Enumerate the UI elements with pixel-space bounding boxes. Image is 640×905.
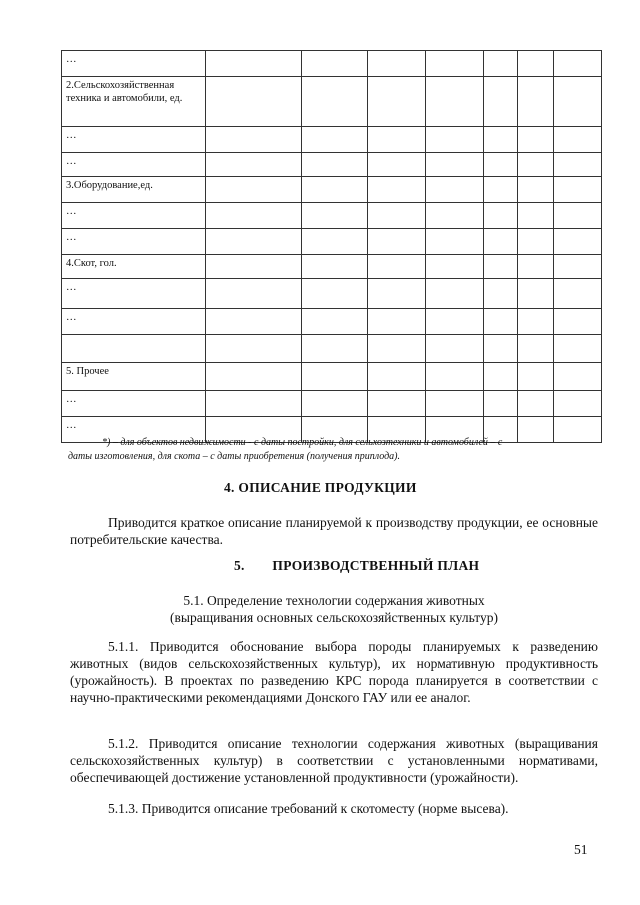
- table-cell-label: 3.Оборудование,ед.: [62, 177, 206, 203]
- table-cell-label: …: [62, 391, 206, 417]
- table-cell: [554, 229, 602, 255]
- table-cell: [302, 127, 368, 153]
- table-cell: [484, 153, 518, 177]
- table-cell-label: …: [62, 309, 206, 335]
- table-cell: [302, 77, 368, 127]
- table-cell-label: 5. Прочее: [62, 363, 206, 391]
- table-cell: [206, 77, 302, 127]
- table-cell: [206, 391, 302, 417]
- table-cell: [554, 177, 602, 203]
- table-cell: [368, 77, 426, 127]
- table-cell: [368, 177, 426, 203]
- table-cell: [426, 177, 484, 203]
- table-row: [62, 127, 602, 153]
- table-cell: [518, 229, 554, 255]
- table-cell: [554, 255, 602, 279]
- table-cell: [554, 391, 602, 417]
- table-cell: [206, 279, 302, 309]
- table-cell-label: …: [62, 417, 206, 443]
- table-cell-label: 2.Сельскохозяйственная техника и автомобили, ед.: [62, 77, 206, 127]
- table-cell: [426, 363, 484, 391]
- table-cell: [484, 255, 518, 279]
- table-row: [62, 153, 602, 177]
- section-5-title: ПРОИЗВОДСТВЕННЫЙ ПЛАН: [272, 558, 480, 573]
- table-cell: [484, 363, 518, 391]
- table-cell: [554, 77, 602, 127]
- table-cell: [426, 153, 484, 177]
- section-5-heading: [234, 558, 479, 574]
- table-cell-label: …: [62, 279, 206, 309]
- table-cell: [554, 51, 602, 77]
- table-cell: [368, 391, 426, 417]
- subsection-5-1-title-line-2: (выращивания основных сельскохозяйственных культур): [170, 610, 498, 625]
- table-cell: [302, 229, 368, 255]
- table-cell-label: …: [62, 153, 206, 177]
- table-cell: [554, 363, 602, 391]
- table-cell: [302, 279, 368, 309]
- table-cell: [484, 279, 518, 309]
- table-cell: [206, 127, 302, 153]
- table-cell: [426, 309, 484, 335]
- table-cell: [368, 127, 426, 153]
- table-cell: [518, 363, 554, 391]
- table-cell: [518, 127, 554, 153]
- table-cell: [368, 203, 426, 229]
- table-row: [62, 77, 602, 127]
- table-row: [62, 51, 602, 77]
- table-cell: [206, 51, 302, 77]
- table-cell: [206, 335, 302, 363]
- table-cell: [518, 309, 554, 335]
- table-cell: [554, 309, 602, 335]
- section-4-heading: 4. ОПИСАНИЕ ПРОДУКЦИИ: [224, 480, 417, 495]
- table-cell: [426, 77, 484, 127]
- table-cell: [302, 177, 368, 203]
- table-cell: [302, 391, 368, 417]
- table-cell: [484, 203, 518, 229]
- table-cell: [426, 255, 484, 279]
- table-cell: [302, 51, 368, 77]
- table-row: [62, 279, 602, 309]
- table-cell: [518, 335, 554, 363]
- footnote-line-2: даты изготовления, для скота – с даты приобретения (получения приплода).: [68, 451, 400, 462]
- table-row: [62, 391, 602, 417]
- table-cell-label: …: [62, 127, 206, 153]
- table-cell: [554, 279, 602, 309]
- table-cell: [484, 229, 518, 255]
- table-cell: [206, 255, 302, 279]
- table-cell: [518, 255, 554, 279]
- table-cell-label: …: [62, 203, 206, 229]
- table-cell: [302, 153, 368, 177]
- table-cell: [206, 177, 302, 203]
- section-5-number: 5.: [234, 558, 245, 573]
- table-cell: [206, 363, 302, 391]
- table-row: [62, 255, 602, 279]
- table-cell: [518, 203, 554, 229]
- table-cell: [484, 127, 518, 153]
- table-cell: [368, 153, 426, 177]
- table-cell: [368, 255, 426, 279]
- footnote-line-1: *) – для объектов недвижимости - с даты постройки, для сельхозтехники и автомобилей – с: [102, 437, 503, 448]
- table-cell: [206, 229, 302, 255]
- table-cell: [554, 203, 602, 229]
- table-cell: [484, 309, 518, 335]
- table-cell: [426, 391, 484, 417]
- table-cell-label: 4.Скот, гол.: [62, 255, 206, 279]
- table-cell: [554, 153, 602, 177]
- table-cell: [302, 335, 368, 363]
- table-cell: [302, 255, 368, 279]
- page-number: 51: [574, 842, 588, 857]
- table-footnote: [68, 436, 598, 464]
- table-cell: [518, 177, 554, 203]
- table-cell: [484, 77, 518, 127]
- table-cell: [206, 203, 302, 229]
- section-4-text: Приводится краткое описание планируемой к производству продукции, ее основные потребительские качества.: [70, 515, 598, 547]
- table-cell: [518, 77, 554, 127]
- table-cell: [484, 51, 518, 77]
- table-cell: [518, 391, 554, 417]
- table-cell: [302, 363, 368, 391]
- table-cell: [484, 391, 518, 417]
- assets-table: [61, 50, 602, 443]
- table-cell: [484, 335, 518, 363]
- table-cell: [554, 335, 602, 363]
- table-row: [62, 335, 602, 363]
- table-cell: [518, 153, 554, 177]
- table-cell: [518, 279, 554, 309]
- table-cell: [302, 203, 368, 229]
- table-cell: [368, 279, 426, 309]
- table-cell: [426, 279, 484, 309]
- table-cell: [368, 335, 426, 363]
- table-cell: [426, 203, 484, 229]
- table-cell: [426, 51, 484, 77]
- table-cell: [554, 127, 602, 153]
- table-cell: [426, 127, 484, 153]
- table-cell: [484, 177, 518, 203]
- table-cell: [368, 229, 426, 255]
- table-cell: [368, 309, 426, 335]
- table-cell: [426, 229, 484, 255]
- table-row: [62, 203, 602, 229]
- paragraph-5-1-2: 5.1.2. Приводится описание технологии содержания животных (выращивания сельскохозяйственных культур) в соответствии с установленными нормативами, обеспечивающей достижение установленной продуктивности (урожайности).: [70, 736, 598, 785]
- paragraph-5-1-1: 5.1.1. Приводится обоснование выбора породы планируемых к разведению животных (видов сельскохозяйственных культур), их нормативную продуктивность (урожайность). В проектах по разведению КРС порода планируется в соответствии с научно-практическими рекомендациями Донского ГАУ или ее аналог.: [70, 639, 598, 705]
- table-cell-label: …: [62, 229, 206, 255]
- table-cell-label: …: [62, 51, 206, 77]
- table-row: [62, 177, 602, 203]
- subsection-5-1-title-line-1: 5.1. Определение технологии содержания животных: [183, 593, 485, 608]
- table-cell: [518, 51, 554, 77]
- paragraph-5-1-3: 5.1.3. Приводится описание требований к скотоместу (норме высева).: [108, 801, 509, 816]
- assets-table-body: [62, 51, 602, 443]
- table-cell: [368, 363, 426, 391]
- table-cell: [206, 153, 302, 177]
- table-row: [62, 309, 602, 335]
- table-cell-label: [62, 335, 206, 363]
- table-cell: [206, 309, 302, 335]
- table-row: [62, 363, 602, 391]
- table-cell: [302, 309, 368, 335]
- table-cell: [368, 51, 426, 77]
- table-cell: [426, 335, 484, 363]
- table-row: [62, 229, 602, 255]
